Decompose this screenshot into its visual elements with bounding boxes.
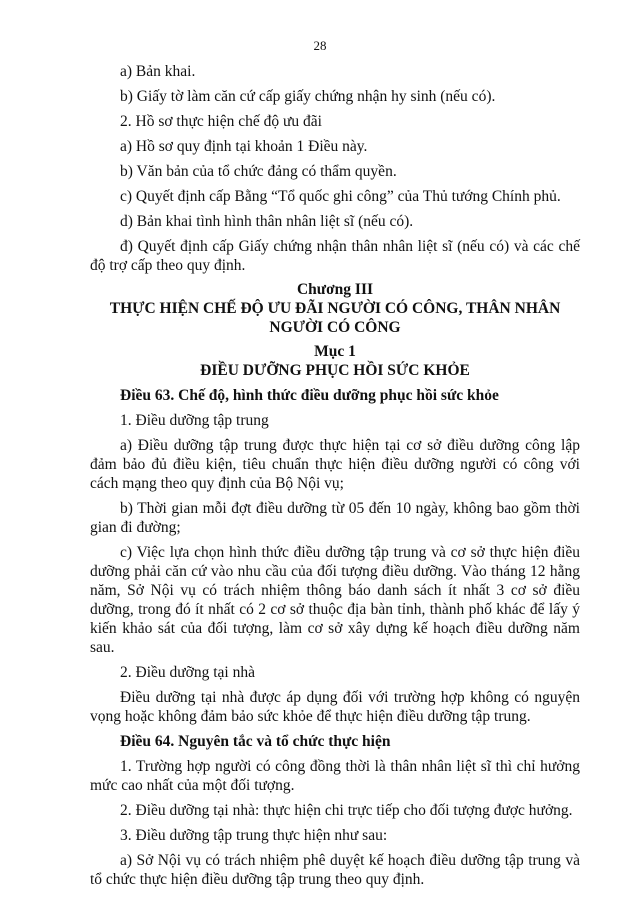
paragraph: 1. Điều dưỡng tập trung <box>120 412 269 429</box>
paragraph: a) Hồ sơ quy định tại khoản 1 Điều này. <box>120 138 368 155</box>
chapter-number: Chương III <box>296 281 374 298</box>
paragraph: đ) Quyết định cấp Giấy chứng nhận thân nhân liệt sĩ (nếu có) và các chế độ trợ cấp theo quy định. <box>90 238 580 274</box>
paragraph: a) Điều dưỡng tập trung được thực hiện tại cơ sở điều dưỡng công lập đảm bảo đủ điều kiện, tiêu chuẩn thực hiện điều dưỡng người có công với cách mạng theo quy định của Bộ Nội vụ; <box>90 437 580 492</box>
paragraph: c) Quyết định cấp Bằng “Tổ quốc ghi công” của Thủ tướng Chính phủ. <box>120 188 561 205</box>
section-title: ĐIỀU DƯỠNG PHỤC HỒI SỨC KHỎE <box>200 362 470 379</box>
paragraph: 3. Điều dưỡng tập trung thực hiện như sau: <box>120 827 388 844</box>
paragraph: a) Bản khai. <box>120 63 196 80</box>
page-number: 28 <box>313 38 327 53</box>
article-title: Điều 64. Nguyên tắc và tổ chức thực hiện <box>120 733 391 750</box>
paragraph: 2. Điều dưỡng tại nhà <box>120 664 255 681</box>
paragraph: d) Bản khai tình hình thân nhân liệt sĩ (nếu có). <box>120 213 414 230</box>
chapter-title: THỰC HIỆN CHẾ ĐỘ ƯU ĐÃI NGƯỜI CÓ CÔNG, THÂN NHÂN NGƯỜI CÓ CÔNG <box>109 300 561 336</box>
paragraph: 2. Điều dưỡng tại nhà: thực hiện chi trực tiếp cho đối tượng được hưởng. <box>120 802 573 819</box>
paragraph: 1. Trường hợp người có công đồng thời là thân nhân liệt sĩ thì chỉ hưởng mức cao nhất của một đối tượng. <box>90 758 580 794</box>
article-title: Điều 63. Chế độ, hình thức điều dưỡng phục hồi sức khỏe <box>120 387 499 404</box>
document-body <box>90 62 580 895</box>
paragraph: a) Sở Nội vụ có trách nhiệm phê duyệt kế hoạch điều dưỡng tập trung và tổ chức thực hiện điều dưỡng tập trung theo quy định. <box>90 852 580 888</box>
paragraph: c) Việc lựa chọn hình thức điều dưỡng tập trung và cơ sở thực hiện điều dưỡng phải căn cứ vào nhu cầu của đối tượng điều dưỡng. Vào tháng 12 hằng năm, Sở Nội vụ có trách nhiệm thông báo danh sách ít nhất 3 cơ sở điều dưỡng, trong đó ít nhất có 2 cơ sở thuộc địa bàn tỉnh, thành phố khác để lấy ý kiến khảo sát của đối tượng, làm cơ sở xây dựng kế hoạch điều dưỡng năm sau. <box>90 544 580 656</box>
paragraph: 2. Hồ sơ thực hiện chế độ ưu đãi <box>120 113 322 130</box>
paragraph: b) Giấy tờ làm căn cứ cấp giấy chứng nhận hy sinh (nếu có). <box>120 88 496 105</box>
section-number: Mục 1 <box>314 343 356 360</box>
paragraph: Điều dưỡng tại nhà được áp dụng đối với trường hợp không có nguyện vọng hoặc không đảm bảo sức khỏe để thực hiện điều dưỡng tập trung. <box>90 689 580 725</box>
paragraph: b) Văn bản của tổ chức đảng có thẩm quyền. <box>120 163 397 180</box>
paragraph: b) Thời gian mỗi đợt điều dưỡng từ 05 đến 10 ngày, không bao gồm thời gian đi đường; <box>90 500 580 536</box>
